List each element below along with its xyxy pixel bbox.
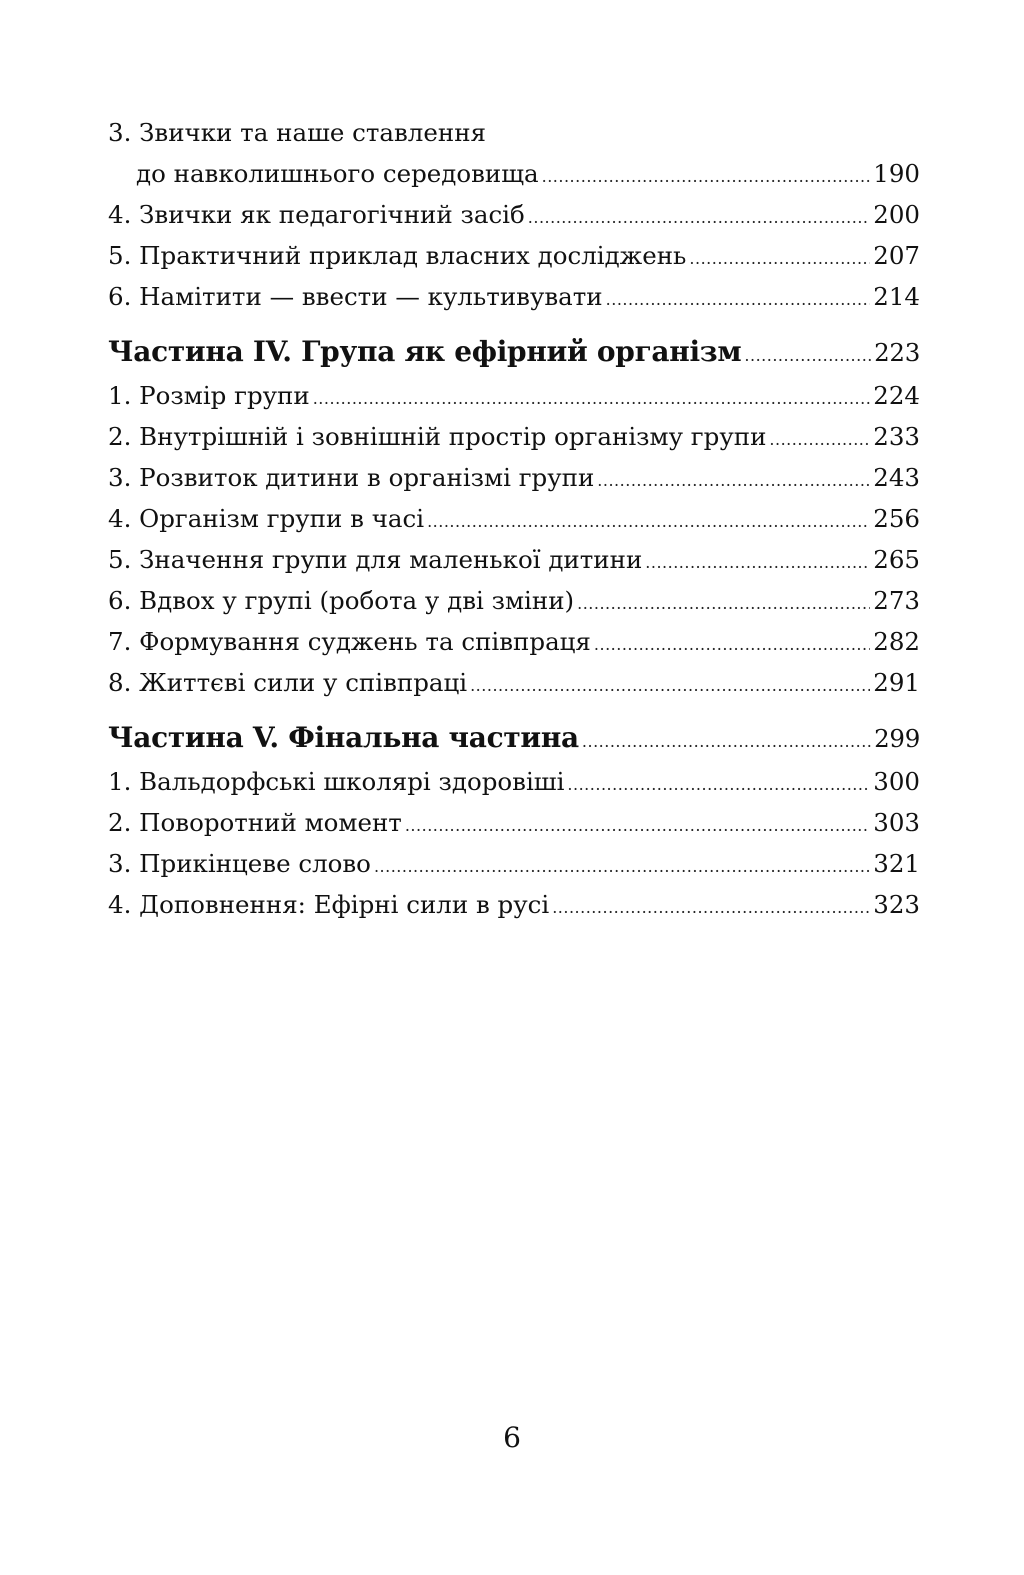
toc-entry-title: 4. Доповнення: Ефірні сили в русі — [108, 890, 550, 919]
dot-leader — [769, 432, 870, 448]
toc-entry-page: 243 — [873, 463, 920, 492]
toc-part-title: Частина IV. Група як ефірний організм — [108, 335, 742, 368]
toc-entry-two-in-group[interactable] — [108, 580, 920, 621]
dot-leader — [528, 210, 870, 226]
toc-entry-title: 3. Розвиток дитини в організмі групи — [108, 463, 595, 492]
toc-entry-appendix[interactable] — [108, 884, 920, 925]
dot-leader — [597, 473, 870, 489]
toc-entry-title: 4. Звички як педагогічний засіб — [108, 200, 525, 229]
toc-entry-title: до навколишнього середовища — [136, 159, 539, 188]
toc-entry-page: 265 — [873, 545, 920, 574]
toc-entry-title: 1. Розмір групи — [108, 381, 310, 410]
toc-entry-page: 323 — [873, 890, 920, 919]
toc-entry-page: 300 — [873, 767, 920, 796]
dot-leader — [567, 777, 870, 793]
toc-entry-title: 3. Прикінцеве слово — [108, 849, 371, 878]
page-number: 6 — [503, 1421, 521, 1454]
toc-part-page: 223 — [874, 338, 920, 367]
toc-entry-title: 5. Практичний приклад власних досліджень — [108, 241, 687, 270]
toc-entry-habits-pedagogical[interactable] — [108, 194, 920, 235]
toc-entry-child-development[interactable] — [108, 457, 920, 498]
toc-entry-page: 200 — [873, 200, 920, 229]
dot-leader — [744, 348, 871, 364]
toc-entry-title: 2. Поворотний момент — [108, 808, 402, 837]
dot-leader — [374, 859, 870, 875]
toc-entry-page: 233 — [873, 422, 920, 451]
toc-entry-page: 291 — [873, 668, 920, 697]
dot-leader — [405, 818, 870, 834]
dot-leader — [606, 292, 871, 308]
table-of-contents — [108, 112, 920, 925]
toc-entry-closing-word[interactable] — [108, 843, 920, 884]
toc-entry-page: 321 — [873, 849, 920, 878]
dot-leader — [577, 596, 870, 612]
dot-leader — [689, 251, 870, 267]
toc-entry-waldorf-healthier[interactable] — [108, 761, 920, 802]
toc-entry-title-line1: 3. Звички та наше ставлення — [108, 118, 486, 147]
toc-entry-title: 2. Внутрішній і зовнішній простір організму групи — [108, 422, 767, 451]
dot-leader — [427, 514, 870, 530]
toc-entry-title: 1. Вальдорфські школярі здоровіші — [108, 767, 565, 796]
toc-entry-page: 224 — [873, 381, 920, 410]
toc-entry-page: 273 — [873, 586, 920, 615]
dot-leader — [594, 637, 870, 653]
dot-leader — [582, 734, 871, 750]
toc-entry-group-importance[interactable] — [108, 539, 920, 580]
toc-part-page: 299 — [874, 724, 920, 753]
dot-leader — [470, 678, 870, 694]
toc-entry-page: 207 — [873, 241, 920, 270]
toc-entry-group-in-time[interactable] — [108, 498, 920, 539]
toc-entry-judgement-cooperation[interactable] — [108, 621, 920, 662]
toc-entry-page: 282 — [873, 627, 920, 656]
toc-entry-group-space[interactable] — [108, 416, 920, 457]
toc-entry-page: 303 — [873, 808, 920, 837]
toc-entry-page: 214 — [873, 282, 920, 311]
toc-entry-habits-environment[interactable] — [108, 112, 920, 194]
toc-part-4-heading[interactable] — [108, 329, 920, 375]
toc-entry-group-size[interactable] — [108, 375, 920, 416]
dot-leader — [542, 169, 871, 185]
toc-entry-page: 190 — [873, 159, 920, 188]
dot-leader — [552, 900, 870, 916]
toc-entry-outline-introduce-cultivate[interactable] — [108, 276, 920, 317]
toc-entry-title: 8. Життєві сили у співпраці — [108, 668, 468, 697]
toc-entry-title: 7. Формування суджень та співпраця — [108, 627, 591, 656]
dot-leader — [313, 391, 871, 407]
toc-entry-title: 5. Значення групи для маленької дитини — [108, 545, 643, 574]
toc-part-title: Частина V. Фінальна частина — [108, 721, 579, 754]
toc-entry-title: 4. Організм групи в часі — [108, 504, 425, 533]
toc-entry-title: 6. Намітити — ввести — культивувати — [108, 282, 603, 311]
toc-entry-page: 256 — [873, 504, 920, 533]
dot-leader — [645, 555, 870, 571]
toc-part-5-heading[interactable] — [108, 715, 920, 761]
toc-entry-practical-example[interactable] — [108, 235, 920, 276]
toc-entry-title: 6. Вдвох у групі (робота у дві зміни) — [108, 586, 575, 615]
toc-entry-life-forces[interactable] — [108, 662, 920, 703]
toc-entry-turning-point[interactable] — [108, 802, 920, 843]
